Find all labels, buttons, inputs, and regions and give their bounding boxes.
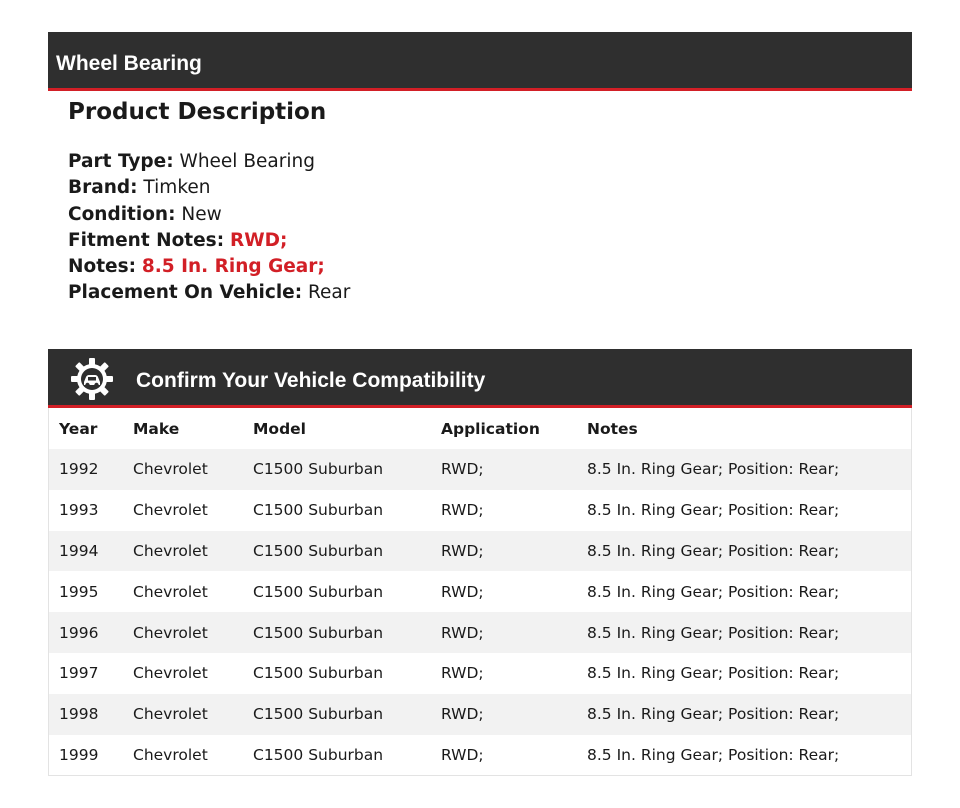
cell-application: RWD; <box>431 612 577 653</box>
spec-label: Fitment Notes: <box>68 229 225 251</box>
cell-make: Chevrolet <box>123 449 243 490</box>
cell-make: Chevrolet <box>123 531 243 572</box>
table-row <box>49 531 912 572</box>
table-row <box>49 449 912 490</box>
table-row <box>49 490 912 531</box>
table-row <box>49 694 912 735</box>
cell-make: Chevrolet <box>133 745 208 764</box>
spec-row <box>68 202 888 228</box>
product-title: Wheel Bearing <box>56 52 202 75</box>
cell-notes: 8.5 In. Ring Gear; Position: Rear; <box>577 612 912 653</box>
column-header-make: Make <box>133 419 180 438</box>
spec-value: RWD; <box>229 229 288 251</box>
cell-notes: 8.5 In. Ring Gear; Position: Rear; <box>577 449 912 490</box>
spec-label: Notes: <box>68 256 136 278</box>
table-row <box>49 612 912 653</box>
spec-value: Wheel Bearing <box>179 151 315 172</box>
cell-year: 1995 <box>59 582 99 601</box>
cell-make: Chevrolet <box>123 694 243 735</box>
spec-value: New <box>181 203 222 225</box>
column-header-notes: Notes <box>587 419 638 438</box>
cell-model: C1500 Suburban <box>253 745 384 764</box>
cell-year: 1996 <box>49 612 124 653</box>
cell-year: 1994 <box>49 531 124 572</box>
cell-notes: 8.5 In. Ring Gear; Position: Rear; <box>587 582 840 601</box>
cell-make: Chevrolet <box>123 612 243 653</box>
cell-notes: 8.5 In. Ring Gear; Position: Rear; <box>577 531 912 572</box>
spec-row <box>68 254 888 280</box>
spec-label: Placement On Vehicle: <box>68 282 303 304</box>
product-title-banner <box>48 32 912 91</box>
table-row <box>49 735 912 776</box>
table-header-row <box>49 408 912 449</box>
spec-label: Condition: <box>68 203 176 225</box>
compatibility-table <box>48 408 912 776</box>
spec-label: Brand: <box>68 177 138 199</box>
column-header-year: Year <box>59 419 98 438</box>
cell-model: C1500 Suburban <box>243 531 431 572</box>
cell-application: RWD; <box>431 449 577 490</box>
cell-year: 1998 <box>49 694 124 735</box>
cell-notes: 8.5 In. Ring Gear; Position: Rear; <box>587 664 840 683</box>
cell-model: C1500 Suburban <box>243 694 431 735</box>
spec-row <box>68 280 888 306</box>
cell-application: RWD; <box>441 501 484 520</box>
cell-year: 1992 <box>49 449 124 490</box>
compatibility-banner <box>48 349 912 408</box>
spec-row <box>68 228 888 254</box>
gear-car-icon <box>70 357 114 401</box>
spec-value: 8.5 In. Ring Gear; <box>141 256 325 278</box>
compatibility-title: Confirm Your Vehicle Compatibility <box>136 369 486 392</box>
cell-year: 1997 <box>59 664 99 683</box>
cell-application: RWD; <box>441 664 484 683</box>
cell-model: C1500 Suburban <box>253 501 384 520</box>
spec-value: Timken <box>143 177 211 199</box>
description-heading: Product Description <box>68 99 327 125</box>
cell-model: C1500 Suburban <box>243 612 431 653</box>
cell-application: RWD; <box>431 531 577 572</box>
cell-application: RWD; <box>441 582 484 601</box>
cell-model: C1500 Suburban <box>253 664 384 683</box>
column-header-model: Model <box>253 419 306 438</box>
cell-notes: 8.5 In. Ring Gear; Position: Rear; <box>577 694 912 735</box>
cell-make: Chevrolet <box>133 501 208 520</box>
cell-application: RWD; <box>431 694 577 735</box>
cell-application: RWD; <box>441 745 484 764</box>
table-row <box>49 653 912 694</box>
cell-year: 1999 <box>59 745 99 764</box>
product-description <box>68 96 888 307</box>
cell-notes: 8.5 In. Ring Gear; Position: Rear; <box>587 745 840 764</box>
spec-row <box>68 149 888 175</box>
cell-make: Chevrolet <box>133 664 208 683</box>
table-row <box>49 571 912 612</box>
cell-notes: 8.5 In. Ring Gear; Position: Rear; <box>587 501 840 520</box>
spec-value: Rear <box>308 282 351 304</box>
column-header-application: Application <box>441 419 540 438</box>
spec-row <box>68 175 888 201</box>
cell-year: 1993 <box>59 501 99 520</box>
spec-list <box>68 149 888 307</box>
cell-model: C1500 Suburban <box>253 582 384 601</box>
cell-model: C1500 Suburban <box>243 449 431 490</box>
cell-make: Chevrolet <box>133 582 208 601</box>
spec-label: Part Type: <box>68 151 174 172</box>
